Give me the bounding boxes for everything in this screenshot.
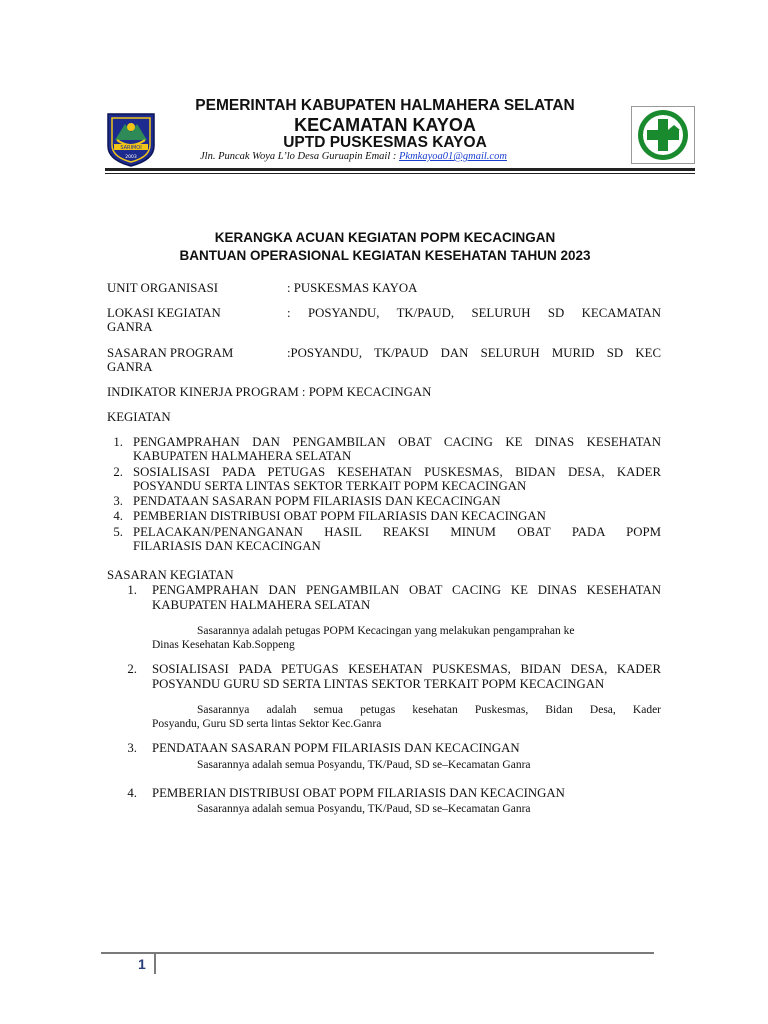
item-text-cont: POSYANDU SERTA LINTAS SEKTOR TERKAIT POPM KECACINGAN [133,479,527,493]
item-number: 5. [113,525,123,539]
item-text-cont: KABUPATEN HALMAHERA SELATAN [133,449,352,463]
footer-rule [101,952,654,954]
item-description: Sasarannya adalah petugas POPM Kecacingan yang melakukan pengamprahan ke [197,625,575,637]
email-link[interactable]: Pkmkayoa01@gmail.com [399,151,507,162]
sasaran-program-cont: GANRA [107,360,153,374]
sasaran-kegiatan-heading: SASARAN KEGIATAN [107,568,234,582]
item-text-cont: KABUPATEN HALMAHERA SELATAN [152,598,371,612]
item-description: Sasarannya adalah semua Posyandu, TK/Paud, SD se–Kecamatan Ganra [197,759,531,771]
unit-organisasi-value: : PUSKESMAS KAYOA [287,281,418,295]
document-title-line-1: KERANGKA ACUAN KEGIATAN POPM KECACINGAN [214,230,556,245]
crest-banner-text: SARIMOI [120,145,142,151]
kegiatan-heading: KEGIATAN [107,410,171,424]
item-number: 1. [127,583,137,597]
document-title-line-2: BANTUAN OPERASIONAL KEGIATAN KESEHATAN TAHUN 2023 [179,248,591,263]
item-text: PEMBERIAN DISTRIBUSI OBAT POPM FILARIASIS DAN KECACINGAN [133,509,546,523]
item-text: PEMBERIAN DISTRIBUSI OBAT POPM FILARIASIS DAN KECACINGAN [152,786,565,800]
item-text: PENGAMPRAHAN DAN PENGAMBILAN OBAT CACING KE DINAS KESEHATAN [152,583,661,597]
address-text: Jln. Puncak Woya L’lo Desa Guruapin Email : [200,151,399,162]
item-number: 1. [113,435,123,449]
item-text: SOSIALISASI PADA PETUGAS KESEHATAN PUSKESMAS, BIDAN DESA, KADER [152,662,661,676]
lokasi-kegiatan-cont: GANRA [107,320,153,334]
letterhead-address [200,150,507,163]
sasaran-program-value: :POSYANDU, TK/PAUD DAN SELURUH MURID SD KEC [287,346,661,360]
letterhead-rule-thin [105,173,695,174]
indikator-kinerja: INDIKATOR KINERJA PROGRAM : POPM KECACINGAN [107,385,432,399]
item-number: 3. [113,494,123,508]
item-number: 3. [127,741,137,755]
unit-organisasi-label: UNIT ORGANISASI [107,281,219,295]
sasaran-program-label: SASARAN PROGRAM [107,346,234,360]
letterhead-line-2: KECAMATAN KAYOA [294,115,476,135]
item-text: SOSIALISASI PADA PETUGAS KESEHATAN PUSKESMAS, BIDAN DESA, KADER [133,465,661,479]
item-description: Sasarannya adalah semua petugas kesehatan Puskesmas, Bidan Desa, Kader [197,704,661,716]
item-number: 2. [113,465,123,479]
item-description-cont: Posyandu, Guru SD serta lintas Sektor Kec.Ganra [152,718,382,730]
page-number: 1 [138,956,146,972]
item-text: PENGAMPRAHAN DAN PENGAMBILAN OBAT CACING KE DINAS KESEHATAN [133,435,661,449]
letterhead-rule-thick [105,168,695,171]
letterhead-line-1: PEMERINTAH KABUPATEN HALMAHERA SELATAN [195,97,575,114]
item-description: Sasarannya adalah semua Posyandu, TK/Paud, SD se–Kecamatan Ganra [197,803,531,815]
lokasi-kegiatan-label: LOKASI KEGIATAN [107,306,221,320]
footer-divider [154,954,156,974]
item-text-cont: POSYANDU GURU SD SERTA LINTAS SEKTOR TERKAIT POPM KECACINGAN [152,677,605,691]
puskesmas-logo [631,106,695,164]
letterhead-line-3: UPTD PUSKESMAS KAYOA [283,134,487,151]
item-text-cont: FILARIASIS DAN KECACINGAN [133,539,321,553]
item-text: PENDATAAN SASARAN POPM FILARIASIS DAN KECACINGAN [152,741,520,755]
lokasi-kegiatan-value: : POSYANDU, TK/PAUD, SELURUH SD KECAMATAN [287,306,661,320]
crest-year-text: 2003 [125,155,137,160]
item-text: PENDATAAN SASARAN POPM FILARIASIS DAN KECACINGAN [133,494,501,508]
item-number: 4. [113,509,123,523]
item-number: 2. [127,662,137,676]
kabupaten-crest-logo [105,110,157,168]
item-text: PELACAKAN/PENANGANAN HASIL REAKSI MINUM OBAT PADA POPM [133,525,661,539]
item-description-cont: Dinas Kesehatan Kab.Soppeng [152,639,295,651]
item-number: 4. [127,786,137,800]
